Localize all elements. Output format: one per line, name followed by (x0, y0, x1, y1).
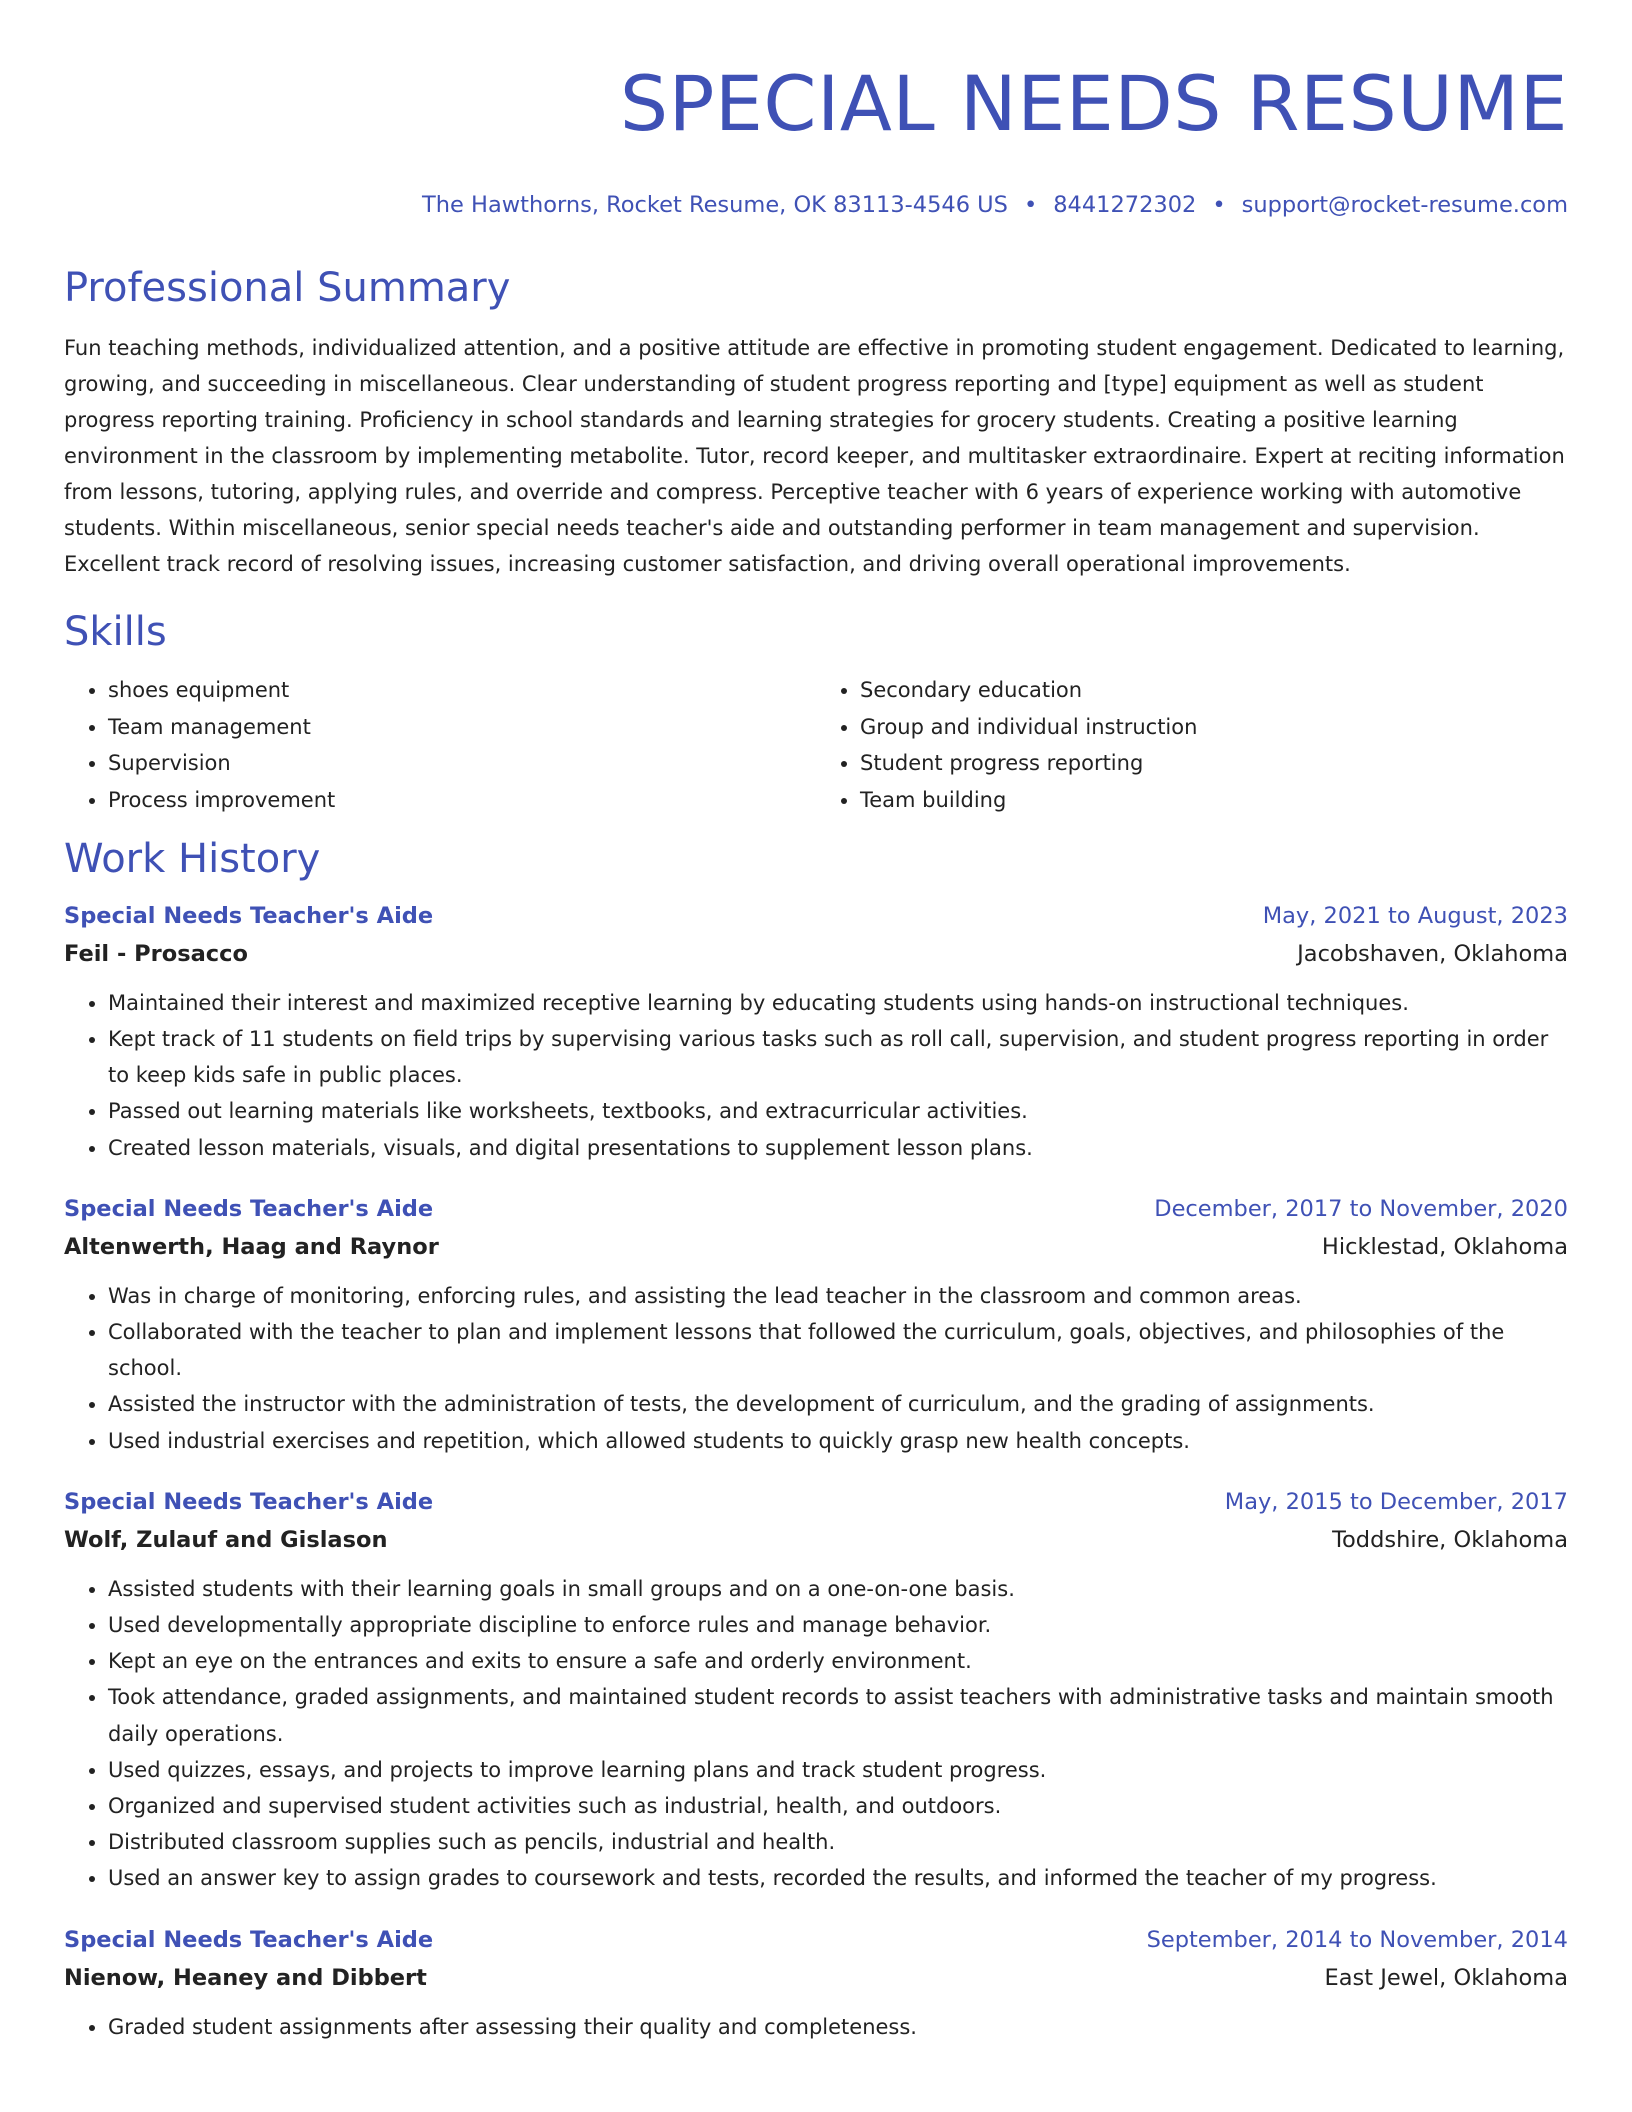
job-bullet: • Organized and supervised student activities such as industrial, health, and outdoors. (108, 1788, 1568, 1824)
skills-column-right (816, 672, 1568, 819)
contact-email: support@rocket-resume.com (1241, 192, 1568, 218)
job-bullets (64, 985, 1568, 1166)
job-company: Altenwerth, Haag and Raynor (64, 1233, 439, 1260)
job-company-row (64, 1521, 1568, 1559)
job-title: Special Needs Teacher's Aide (64, 1926, 434, 1953)
job-bullet: • Kept an eye on the entrances and exits to ensure a safe and orderly environment. (108, 1643, 1568, 1679)
job-header-row (64, 1921, 1568, 1959)
job-company: Nienow, Heaney and Dibbert (64, 1964, 427, 1991)
summary-text: Fun teaching methods, individualized attention, and a positive attitude are effective in promoting student engagement. Dedicated to learning, growing, and succeeding in miscellaneous. Clear understanding of student progress reporting and [type] equipment as well as student progress reporting training. Proficiency in school standards and learning strategies for grocery students. Creating a positive learning environment in the classroom by implementing metabolite. Tutor, record keeper, and multitasker extraordinaire. Expert at reciting information from lessons, tutoring, applying rules, and override and compress. Perceptive teacher with 6 years of experience working with automotive students. Within miscellaneous, senior special needs teacher's aide and outstanding performer in team management and supervision. Excellent track record of resolving issues, increasing customer satisfaction, and driving overall operational improvements. (64, 336, 1565, 576)
contact-separator: • (1212, 192, 1226, 218)
job-bullet: • Used an answer key to assign grades to coursework and tests, recorded the results, and informed the teacher of my progress. (108, 1860, 1568, 1896)
job-header-row (64, 897, 1568, 935)
job-location: Jacobshaven, Oklahoma (1297, 940, 1568, 967)
job-bullet: • Graded student assignments after assessing their quality and completeness. (108, 2009, 1568, 2045)
skills-column-left (64, 672, 816, 819)
job-dates: May, 2015 to December, 2017 (1224, 1488, 1568, 1515)
resume-title: SPECIAL NEEDS RESUME (619, 59, 1568, 148)
job-entry (64, 897, 1568, 1166)
contact-phone: 8441272302 (1053, 192, 1197, 218)
skills-heading: Skills (64, 609, 167, 655)
job-bullet: • Used industrial exercises and repetition, which allowed students to quickly grasp new health concepts. (108, 1423, 1568, 1459)
job-dates: December, 2017 to November, 2020 (1154, 1195, 1568, 1222)
job-bullet: • Used quizzes, essays, and projects to improve learning plans and track student progress. (108, 1752, 1568, 1788)
job-location: East Jewel, Oklahoma (1324, 1964, 1568, 1991)
skill-item: • Supervision (108, 745, 816, 782)
contact-address: The Hawthorns, Rocket Resume, OK 83113-4546 US (422, 192, 1008, 218)
skill-item: • Secondary education (860, 672, 1568, 709)
job-header-row (64, 1483, 1568, 1521)
skill-item: • Process improvement (108, 782, 816, 819)
job-title: Special Needs Teacher's Aide (64, 1195, 434, 1222)
job-entry (64, 1483, 1568, 1897)
skill-item: • Group and individual instruction (860, 709, 1568, 746)
job-bullets (64, 2009, 1568, 2045)
job-title: Special Needs Teacher's Aide (64, 902, 434, 929)
job-title: Special Needs Teacher's Aide (64, 1488, 434, 1515)
job-header-row (64, 1190, 1568, 1228)
job-bullets (64, 1571, 1568, 1897)
job-dates: May, 2021 to August, 2023 (1262, 902, 1568, 929)
job-bullet: • Kept track of 11 students on field trips by supervising various tasks such as roll call, supervision, and student progress reporting in order to keep kids safe in public places. (108, 1021, 1568, 1093)
job-bullet: • Assisted students with their learning goals in small groups and on a one-on-one basis. (108, 1571, 1568, 1607)
summary-heading: Professional Summary (64, 265, 511, 311)
job-bullets (64, 1278, 1568, 1459)
job-bullet: • Was in charge of monitoring, enforcing rules, and assisting the lead teacher in the classroom and common areas. (108, 1278, 1568, 1314)
job-location: Toddshire, Oklahoma (1332, 1526, 1568, 1553)
contact-separator: • (1023, 192, 1038, 218)
skill-item: • Team building (860, 782, 1568, 819)
job-bullet: • Used developmentally appropriate discipline to enforce rules and manage behavior. (108, 1607, 1568, 1643)
job-company: Feil - Prosacco (64, 940, 248, 967)
job-bullet: • Created lesson materials, visuals, and digital presentations to supplement lesson plans. (108, 1130, 1568, 1166)
work-history-heading: Work History (64, 835, 321, 882)
job-bullet: • Distributed classroom supplies such as pencils, industrial and health. (108, 1824, 1568, 1860)
job-bullet: • Assisted the instructor with the administration of tests, the development of curriculum, and the grading of assignments. (108, 1386, 1568, 1422)
resume-page (64, 0, 1568, 2045)
job-company-row (64, 1959, 1568, 1997)
skill-item: • Team management (108, 709, 816, 746)
job-company: Wolf, Zulauf and Gislason (64, 1526, 388, 1553)
job-bullet: • Passed out learning materials like worksheets, textbooks, and extracurricular activities. (108, 1093, 1568, 1129)
skill-item: • Student progress reporting (860, 745, 1568, 782)
contact-line (64, 190, 1568, 220)
skill-item: • shoes equipment (108, 672, 816, 709)
job-bullet: • Took attendance, graded assignments, and maintained student records to assist teachers with administrative tasks and maintain smooth daily operations. (108, 1679, 1568, 1751)
job-entry (64, 1921, 1568, 2045)
job-company-row (64, 935, 1568, 973)
job-bullet: • Collaborated with the teacher to plan and implement lessons that followed the curriculum, goals, objectives, and philosophies of the school. (108, 1314, 1568, 1386)
job-entry (64, 1190, 1568, 1459)
job-location: Hicklestad, Oklahoma (1321, 1233, 1568, 1260)
job-dates: September, 2014 to November, 2014 (1146, 1926, 1568, 1953)
job-company-row (64, 1228, 1568, 1266)
job-bullet: • Maintained their interest and maximized receptive learning by educating students using hands-on instructional techniques. (108, 985, 1568, 1021)
skills-list (64, 672, 1568, 819)
